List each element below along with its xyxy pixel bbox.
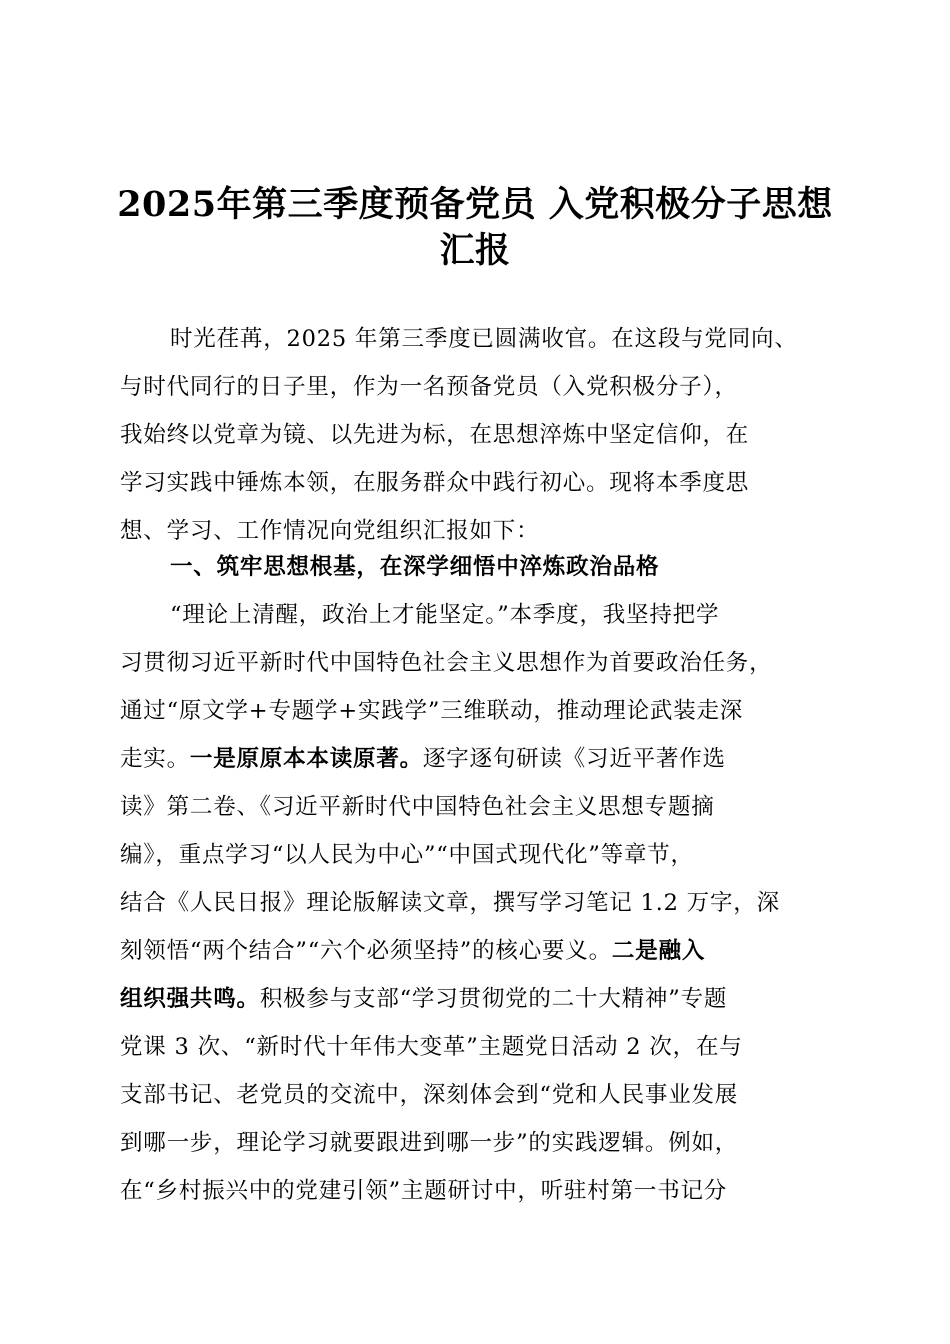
paragraph-line xyxy=(120,936,705,966)
paragraph-line: 与时代同行的日子里，作为一名预备党员（入党积极分子）， xyxy=(120,374,738,400)
line-text: 刻领悟“两个结合”“六个必须坚持”的核心要义。 xyxy=(120,938,612,964)
paragraph-line: 结合《人民日报》理论版解读文章，撰写学习笔记 1.2 万字，深 xyxy=(120,890,780,916)
paragraph-line: 到哪一步，理论学习就要跟进到哪一步”的实践逻辑。例如， xyxy=(120,1130,739,1156)
paragraph-line: 通过“原文学+专题学+实践学”三维联动，推动理论武装走深 xyxy=(120,698,744,724)
emphasis-text: 一是原原本本读原著。 xyxy=(189,746,423,772)
line-text: 走实。 xyxy=(120,746,190,772)
paragraph-line: 支部书记、老党员的交流中，深刻体会到“党和人民事业发展 xyxy=(120,1082,739,1108)
paragraph-line: 我始终以党章为镜、以先进为标，在思想淬炼中坚定信仰，在 xyxy=(120,422,750,448)
paragraph-line: 党课 3 次、“新时代十年伟大变革”主题党日活动 2 次，在与 xyxy=(120,1034,743,1060)
paragraph-line xyxy=(120,744,726,774)
paragraph-line: 想、学习、工作情况向党组织汇报如下： xyxy=(120,518,540,544)
paragraph-line: 在“乡村振兴中的党建引领”主题研讨中，听驻村第一书记分 xyxy=(120,1178,728,1204)
title-line-1: 2025年第三季度预备党员 入党积极分子思想 xyxy=(117,184,833,225)
paragraph-line xyxy=(120,984,727,1014)
document-title xyxy=(110,182,840,274)
paragraph-line: 学习实践中锤炼本领，在服务群众中践行初心。现将本季度思 xyxy=(120,470,750,496)
paragraph-line: 读》第二卷、《习近平新时代中国特色社会主义思想专题摘 xyxy=(120,794,715,820)
paragraph-line: 习贯彻习近平新时代中国特色社会主义思想作为首要政治任务， xyxy=(120,650,773,676)
paragraph-line: 时光荏苒，2025 年第三季度已圆满收官。在这段与党同向、 xyxy=(170,326,798,352)
section-heading: 一、筑牢思想根基，在深学细悟中淬炼政治品格 xyxy=(170,554,660,580)
line-text: 积极参与支部“学习贯彻党的二十大精神”专题 xyxy=(259,986,728,1012)
emphasis-text: 组织强共鸣。 xyxy=(120,986,260,1012)
line-text: 逐字逐句研读《习近平著作选 xyxy=(422,746,726,772)
emphasis-text: 二是融入 xyxy=(611,938,706,964)
paragraph-line: 编》，重点学习“以人民为中心”“中国式现代化”等章节， xyxy=(120,842,694,868)
title-line-2: 汇报 xyxy=(439,230,511,271)
paragraph-line: “理论上清醒，政治上才能坚定。”本季度，我坚持把学 xyxy=(170,602,720,628)
